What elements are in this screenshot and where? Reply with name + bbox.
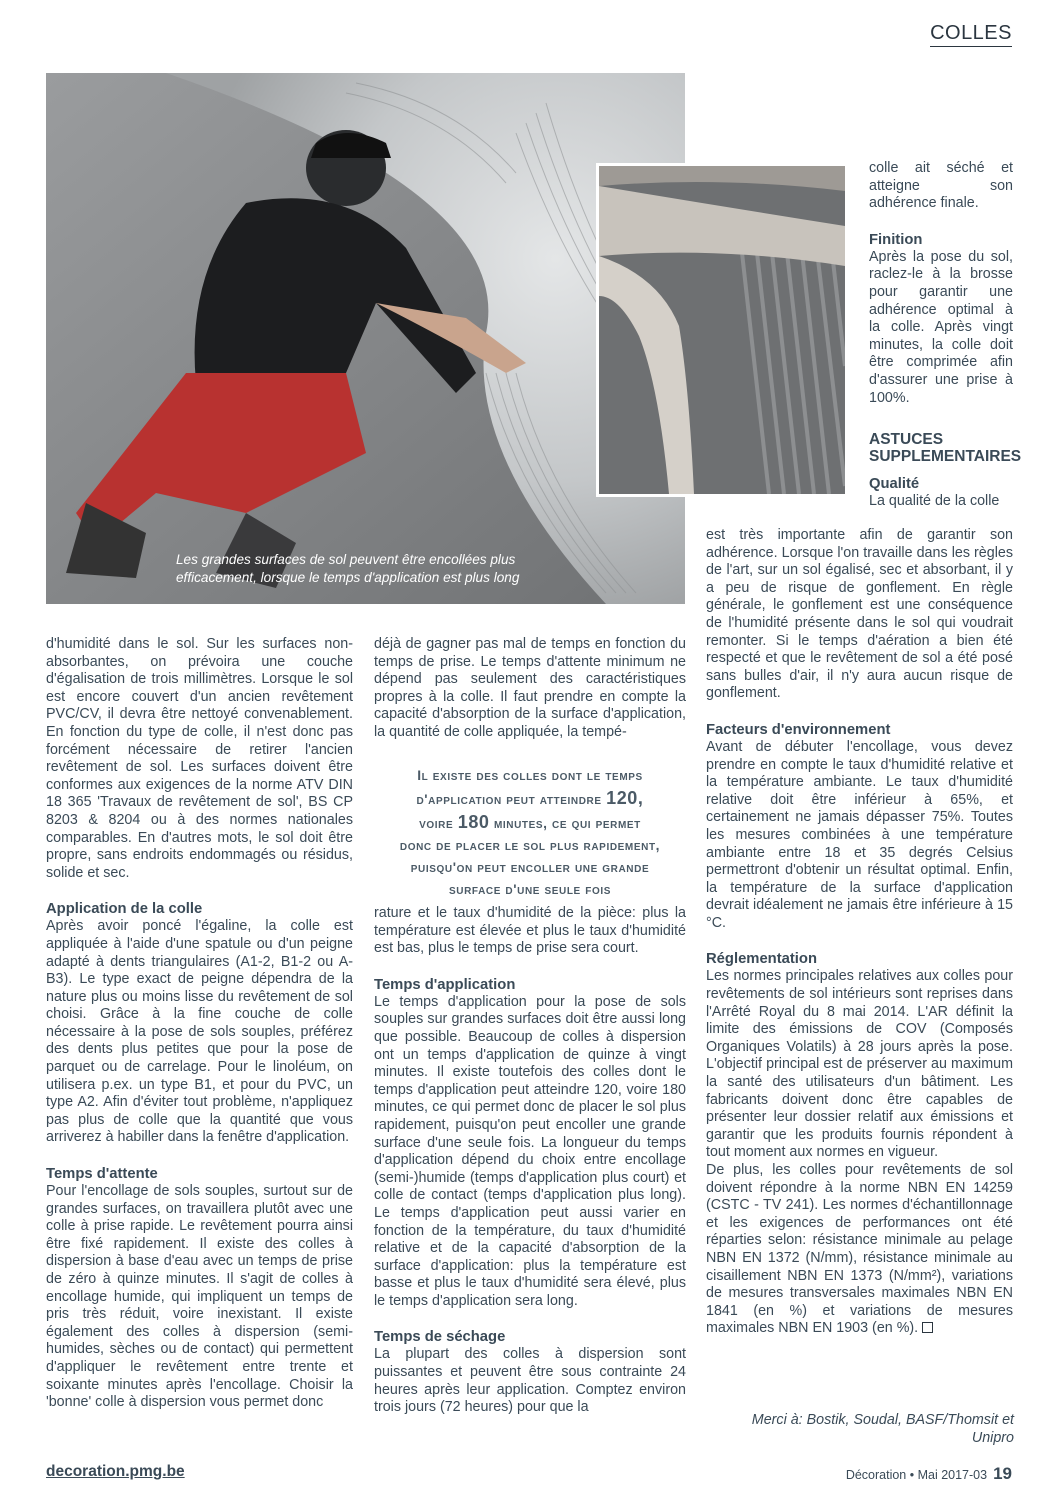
- column-1: [46, 636, 353, 1412]
- reglementation-paragraph: Les normes principales relatives aux colles pour revêtements de sol intérieurs sont reprises dans l'Arrêté Royal du 8 mai 2014. L'AR définit la limite des émissions de COV (Composés Organiques Volatils) à 28 jours après la pose. L'objectif principal est de préserver au maximum la santé des utilisateurs d'un bâtiment. Les fabricants doivent donc être capables de présenter leur dossier relatif aux émissions et garantir que les produits fournis répondent à tout moment aux normes en vigueur.: [706, 968, 1013, 1161]
- footer-website-link[interactable]: decoration.pmg.be: [46, 1463, 185, 1480]
- temps-attente-paragraph: Pour l'encollage de sols souples, surtout sur de grandes surfaces, on travaillera plutôt avec une colle à prise rapide. Le revêtement pourra ainsi être fixé rapidement. Il existe des colles à dispersion à base d'eau avec un temps de prise de zéro à quinze minutes. Il s'agit de colles à encollage humide, qui impliquent un temps de pris très réduit, voire inexistant. Il existe également des colles à dispersion (semi-humides, sèches ou de contact) qui permettent d'appliquer le revêtement entre trente et soixante minutes après l'encollage. Choisir la 'bonne' colle à dispersion vous permet donc: [46, 1183, 353, 1411]
- column-3-main: [706, 527, 1013, 1338]
- pull-quote-line: puisqu'on peut encoller une grande: [410, 860, 650, 875]
- footer-issue: [846, 1464, 1012, 1484]
- pull-quote-line: donc de placer le sol plus rapidement,: [399, 838, 661, 853]
- after-pull-paragraph: rature et le taux d'humidité de la pièce: plus la température est élevée et plus le taux d'humidité est bas, plus le temps de prise sera court.: [374, 905, 686, 957]
- inset-photo: [596, 163, 848, 497]
- heading-application: Application de la colle: [46, 901, 203, 918]
- finition-paragraph: Après la pose du sol, raclez-le à la brosse pour garantir une adhérence optimal à la colle. Après vingt minutes, la colle doit être comprimée afin d'assurer une prise à 100%.: [869, 248, 1013, 406]
- heading-finition: Finition: [869, 231, 923, 248]
- pull-quote-line: surface d'une seule fois: [449, 882, 611, 897]
- pull-quote: [374, 765, 686, 901]
- reglementation-paragraph-2: De plus, les colles pour revêtements de sol doivent répondre à la norme NBN EN 14259 (CSTC - TV 241). Les normes d'échantillonnage et les exigences de performances ont été réparties selon: résistance minimale au pelage NBN EN 1372 (N/mm), résistance minimale au cisaillement NBN EN 1373 (N/mm²), variations de mesures transversales maximales NBN EN 1841 (en %) et variations de mesures maximales NBN EN 1903 (en %).: [706, 1162, 1013, 1337]
- heading-temps-attente: Temps d'attente: [46, 1166, 158, 1183]
- column-2-top: [374, 636, 686, 742]
- qualite-paragraph: est très importante afin de garantir son adhérence. Lorsque l'on travaille dans les règles de l'art, sur un sol égalisé, sec et absorbant, il y a peu de risque de gonflement. En règle générale, le gonflement est une conséquence de l'humidité présente dans le sol qui voudrait remonter. Si le temps d'aération a bien été respecté et que le revêtement de sol a été posé sans bulles d'air, il n'y aura aucun risque de gonflement.: [706, 527, 1013, 702]
- application-paragraph: Après avoir poncé l'égaline, la colle est appliquée à l'aide d'une spatule ou d'un peigne adapté à dents triangulaires (A1-2, B1-2 ou A-B3). Le type exact de peigne dépendra de la nature plus ou moins lisse du revêtement de sol choisi. Grâce à la fine couche de colle nécessaire à la pose de sols souples, préférez des dents plus petites que pour la pose de parquet ou de carrelage. Pour le linoléum, on utilisera p.ex. un type B1, et pour du PVC, un type A2. Afin d'éviter tout problème, n'appliquez pas plus de colle que la quantité que vous arriverez à habiller dans la fenêtre d'application.: [46, 918, 353, 1146]
- main-photo: [46, 73, 685, 604]
- heading-reglementation: Réglementation: [706, 951, 817, 968]
- pull-quote-line: d'application peut atteindre 120,: [416, 788, 644, 808]
- astuces-heading: ASTUCES SUPPLEMENTAIRES: [869, 431, 1022, 466]
- thanks-credit: Merci à: Bostik, Soudal, BASF/Thomsit et Unipro: [751, 1412, 1014, 1446]
- heading-temps-application: Temps d'application: [374, 976, 516, 993]
- col2-top-paragraph: déjà de gagner pas mal de temps en fonction du temps de prise. Le temps d'attente minimum ne dépend pas seulement des caractéristiques propres à la colle. Il faut prendre en compte la capacité d'absorption de la surface d'application, la quantité de colle appliquée, la tempé-: [374, 636, 686, 740]
- photo-caption: Les grandes surfaces de sol peuvent être encollées plus efficacement, lorsque le temps d'application est plus long: [176, 552, 520, 585]
- facteurs-paragraph: Avant de débuter l'encollage, vous devez prendre en compte le taux d'humidité relative et la température ambiante. Le taux d'humidité relative doit être inférieur à 65%, et certainement ne jamais dépasser 75%. Toutes les mesures combinées à une température ambiante entre 18 et 35 degrés Celsius permettront d'obtenir un résultat optimal. Enfin, la température de la surface d'application devrait idéalement ne jamais être inférieure à 15 °C.: [706, 738, 1013, 931]
- page-number: 19: [993, 1464, 1012, 1483]
- issue-label: Décoration • Mai 2017-03: [845, 1468, 988, 1482]
- column-2-bottom: [374, 905, 686, 1417]
- temps-application-paragraph: Le temps d'application pour la pose de sols souples sur grandes surfaces doit être aussi long que possible. Beaucoup de colles à dispersion ont un temps d'application de quinze à vingt minutes. Il existe toutefois des colles dont le temps d'application peut atteindre 120, voire 180 minutes, ce qui permet donc de placer le sol plus rapidement, puisqu'on peut encoller une grande surface d'une seule fois. La longueur du temps d'application dépend du choix entre encollage (semi-)humide (temps d'application plus court) et colle de contact (temps d'application plus long). Le temps d'application peut aussi varier en fonction de la température, du taux d'humidité relative et de la capacité d'absorption de la surface d'application: plus la température est basse et plus le taux d'humidité sera élevé, plus le temps d'application sera long.: [374, 993, 686, 1309]
- temps-sechage-paragraph: La plupart des colles à dispersion sont puissantes et peuvent être sous contrainte 24 heures après leur application. Comptez environ trois jours (72 heures) pour que la: [374, 1346, 686, 1416]
- heading-facteurs: Facteurs d'environnement: [706, 721, 891, 738]
- pull-quote-line: voire 180 minutes, ce qui permet: [419, 812, 641, 832]
- section-label: COLLES: [930, 22, 1012, 47]
- heading-qualite: Qualité: [869, 476, 920, 493]
- heading-temps-sechage: Temps de séchage: [374, 1329, 506, 1346]
- col3-top-paragraph: colle ait séché et atteigne son adhérence finale.: [869, 160, 1013, 212]
- intro-paragraph: d'humidité dans le sol. Sur les surfaces non-absorbantes, on prévoira une couche d'égalisation de trois millimètres. Lorsque le sol est encore couvert d'un ancien revêtement PVC/CV, il devra être nettoyé convenablement. En fonction du type de colle, il n'est donc pas forcément nécessaire de retirer l'ancien revêtement de sol. Les surfaces doivent être conformes aux exigences de la norme ATV DIN 18 365 'Travaux de revêtement de sol', BS CP 8203 & 8204 ou à des normes nationales comparables. En d'autres mots, le sol doit être propre, sans endroits endommagés ou résidus, solide et sec.: [46, 636, 353, 881]
- pull-quote-line: Il existe des colles dont le temps: [417, 768, 643, 783]
- qualite-lead: La qualité de la colle: [869, 493, 1000, 510]
- worker-spreading-glue-illustration: [46, 73, 685, 604]
- column-3-narrow: [869, 160, 1022, 511]
- end-square-icon: [922, 1322, 933, 1333]
- trowel-glue-closeup-illustration: [599, 166, 845, 494]
